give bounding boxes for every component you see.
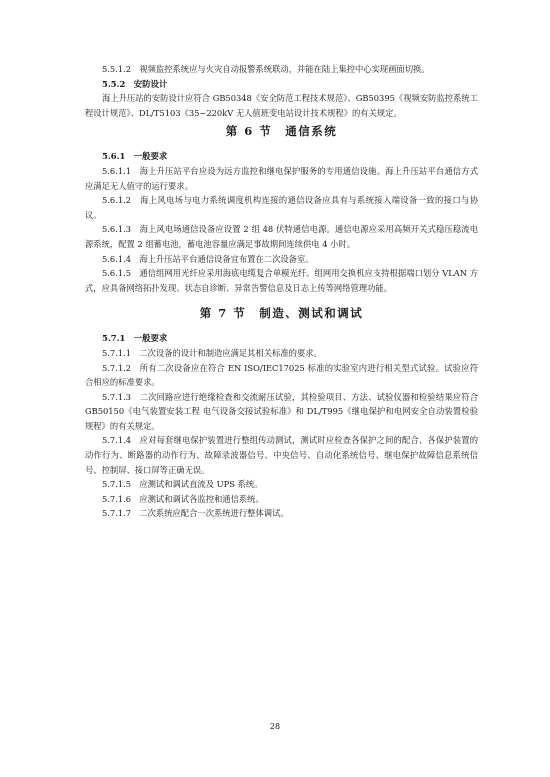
document-page — [85, 62, 478, 521]
page-number: 28 — [269, 722, 281, 731]
paragraph-5-7-1-2: 5.7.1.2 所有二次设备应在符合 EN ISO/IEC17025 标准的实验室内进行相关型式试验。试验应符合相应的标准要求。 — [85, 362, 478, 388]
paragraph-5-6-1-2: 5.6.1.2 海上风电场与电力系统调度机构连接的通信设备应具有与系统接入端设备一致的接口与协议。 — [85, 195, 478, 220]
paragraph-5-7-1-4: 5.7.1.4 应对每套继电保护装置进行整组传动测试，测试时应检查各保护之间的配合、各保护装置的动作行为、断路器的动作行为、故障录波器信号、中央信号、自动化系统信号、继电保护故障信息系统信号、控制屏、接口屏等正确无误。 — [85, 435, 478, 475]
paragraph-5-7-1-1: 5.7.1.1 二次设备的设计和制造应满足其相关标准的要求。 — [102, 347, 322, 358]
section-title-6: 第 6 节 通信系统 — [225, 124, 338, 139]
paragraph-5-6-1-3: 5.6.1.3 海上风电场通信设备应设置 2 组 48 伏特通信电源。通信电源应采用高频开关式稳压稳流电源系统，配置 2 组蓄电池，蓄电池容量应满足事故期间连续供电 4 小时。 — [85, 224, 478, 249]
heading-5-5-2: 5.5.2 安防设计 — [102, 78, 168, 89]
paragraph-5-6-1-1: 5.6.1.1 海上升压站平台应设为远方监控和继电保护服务的专用通信设施。海上升压站平台通信方式应满足无人值守的运行要求。 — [85, 165, 478, 191]
heading-5-7-1: 5.7.1 一般要求 — [102, 333, 168, 344]
section-title-7: 第 7 节 制造、测试和调试 — [199, 306, 364, 321]
paragraph-5-5-1-2: 5.5.1.2 视频监控系统应与火灾自动报警系统联动，并能在陆上集控中心实现画面切换。 — [102, 64, 430, 74]
paragraph-5-6-1-4: 5.6.1.4 海上升压站平台通信设备宜布置在二次设备室。 — [102, 253, 314, 264]
paragraph-5-7-1-5: 5.7.1.5 应测试和调试直流及 UPS 系统。 — [102, 479, 263, 490]
paragraph-5-7-1-7: 5.7.1.7 二次系统应配合一次系统进行整体调试。 — [102, 508, 289, 519]
paragraph-security-design: 海上升压站的安防设计应符合 GB50348《安全防范工程技术规范》、GB50395《视频安防监控系统工程设计规范》、DL/T5103《35~220kV 无人值班变电站设计技术规程》的有关规定。 — [85, 93, 478, 118]
paragraph-5-6-1-5: 5.6.1.5 通信组网用光纤应采用海底电缆复合单模光纤。组网用交换机应支持根据端口划分 VLAN 方式，应具备网络拓扑发现、状态自诊断、异常告警信息及日志上传等网络管理功能。 — [85, 268, 478, 293]
paragraph-5-7-1-6: 5.7.1.6 应测试和调试各监控和通信系统。 — [102, 493, 264, 504]
heading-5-6-1: 5.6.1 一般要求 — [102, 151, 168, 162]
paragraph-5-7-1-3: 5.7.1.3 二次回路应进行绝缘检查和交流耐压试验，其检验项目、方法、试验仪器和检验结果应符合 GB50150《电气装置安装工程 电气设备交接试验标准》和 DL/T995《继电保护和电网安全自动装置检验规程》的有关规定。 — [85, 391, 478, 431]
